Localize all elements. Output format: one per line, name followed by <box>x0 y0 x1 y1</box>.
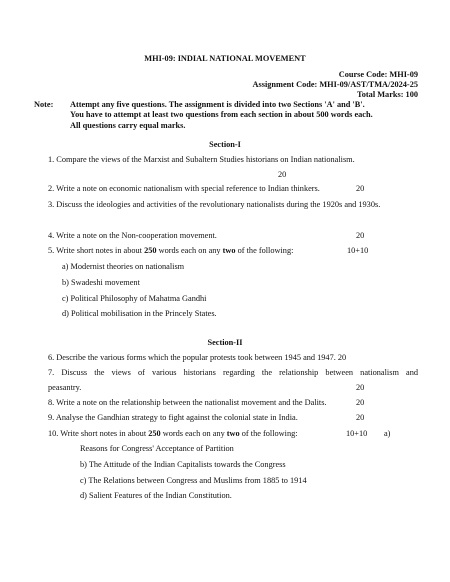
document-title: MHI-09: INDIAL NATIONAL MOVEMENT <box>144 54 306 63</box>
question-1-marks: 20 <box>278 170 287 179</box>
question-5-text-c: of the following: <box>235 246 294 255</box>
question-10-text-c: of the following: <box>239 429 298 438</box>
question-9-marks: 20 <box>356 413 365 422</box>
assignment-code: Assignment Code: MHI-09/AST/TMA/2024-25 <box>252 80 418 89</box>
course-code: Course Code: MHI-09 <box>338 70 418 79</box>
question-5-text-a: 5. Write short notes in about <box>48 246 145 255</box>
note-line-2: You have to attempt at least two questions from each section in about 500 words each. <box>70 110 373 120</box>
question-4-marks: 20 <box>356 231 365 240</box>
question-10-words: 250 <box>148 429 161 438</box>
question-5 <box>48 246 293 256</box>
total-marks: Total Marks: 100 <box>357 90 418 99</box>
question-10-option-d: d) Salient Features of the Indian Constitution. <box>80 491 232 500</box>
question-5-words: 250 <box>144 246 157 255</box>
question-8-marks: 20 <box>356 398 365 407</box>
question-10-option-a: Reasons for Congress' Acceptance of Partition <box>80 444 234 453</box>
note-text <box>70 100 418 131</box>
question-10-option-c: c) The Relations between Congress and Muslims from 1885 to 1914 <box>80 476 307 485</box>
question-3: 3. Discuss the ideologies and activities of the revolutionary nationalists during the 1920s and 1930s. <box>48 200 381 209</box>
question-7-marks: 20 <box>356 383 365 392</box>
question-10 <box>48 429 298 439</box>
question-2: 2. Write a note on economic nationalism with special reference to Indian thinkers. <box>48 184 320 193</box>
question-5-option-d: d) Political mobilisation in the Princely States. <box>62 309 217 318</box>
question-4: 4. Write a note on the Non-cooperation movement. <box>48 231 217 240</box>
section-2-heading: Section-II <box>207 338 243 347</box>
question-5-text-b: words each on any <box>156 246 223 255</box>
question-1: 1. Compare the views of the Marxist and Subaltern Studies historians on Indian nationalism. <box>48 155 355 164</box>
question-8: 8. Write a note on the relationship between the nationalist movement and the Dalits. <box>48 398 327 407</box>
question-5-option-b: b) Swadeshi movement <box>62 278 140 287</box>
question-10-marks: 10+10 <box>346 429 368 438</box>
note-line-3: All questions carry equal marks. <box>70 120 186 130</box>
question-6: 6. Describe the various forms which the popular protests took between 1945 and 1947. 20 <box>48 353 347 362</box>
question-5-marks: 10+10 <box>347 246 369 255</box>
question-9: 9. Analyse the Gandhian strategy to fight against the colonial state in India. <box>48 413 298 422</box>
question-10-option-a-label: a) <box>384 429 391 438</box>
question-10-option-b: b) The Attitude of the Indian Capitalists towards the Congress <box>80 460 286 469</box>
question-5-option-a: a) Modernist theories on nationalism <box>62 262 185 271</box>
question-7-line-1: 7. Discuss the views of various historians regarding the relationship between nationalism and <box>48 368 418 377</box>
question-10-two: two <box>226 429 240 438</box>
question-5-two: two <box>222 246 236 255</box>
question-2-marks: 20 <box>356 184 365 193</box>
section-1-heading: Section-I <box>209 140 241 149</box>
question-10-text-b: words each on any <box>160 429 227 438</box>
question-5-option-c: c) Political Philosophy of Mahatma Gandhi <box>62 294 207 303</box>
note-label: Note: <box>34 100 54 109</box>
question-10-text-a: 10. Write short notes in about <box>48 429 149 438</box>
question-7-line-2: peasantry. <box>48 383 82 392</box>
note-line-1: Attempt any five questions. The assignment is divided into two Sections 'A' and 'B'. <box>70 100 365 109</box>
